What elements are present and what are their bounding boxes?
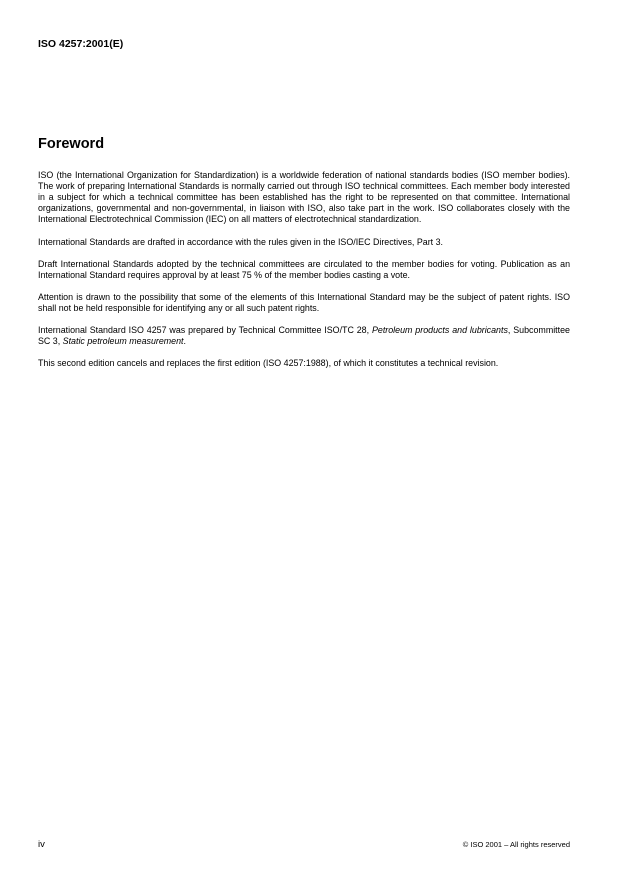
technical-committee-title: Petroleum products and lubricants <box>371 325 508 336</box>
document-id: ISO 4257:2001(E) <box>38 38 124 50</box>
paragraph-patent-rights: Attention is drawn to the possibility that some of the elements of this International Standard may be the subject of patent rights. ISO shall not be held responsible for identifying any or all such patent rights. <box>38 292 570 314</box>
committee-text-3: . <box>183 335 186 346</box>
copyright-notice: © ISO 2001 – All rights reserved <box>462 840 570 849</box>
section-title: Foreword <box>38 136 105 152</box>
paragraph-organization: ISO (the International Organization for Standardization) is a worldwide federation of national standards bodies (ISO member bodies). The work of preparing International Standards is normally carried out through ISO technical committees. Each member body interested in a subject for which a technical committee has been established has the right to be represented on that committee. International organizations, governmental and non-governmental, in liaison with ISO, also take part in the work. ISO collaborates closely with the International Electrotechnical Commission (IEC) on all matters of electrotechnical standardization. <box>38 170 570 224</box>
foreword-body <box>38 170 570 379</box>
paragraph-edition: This second edition cancels and replaces the first edition (ISO 4257:1988), of which it constitutes a technical revision. <box>38 357 499 368</box>
paragraph-committee <box>38 325 570 347</box>
paragraph-voting: Draft International Standards adopted by the technical committees are circulated to the member bodies for voting. Publication as an International Standard requires approval by at least 75 % of the member bodies casting a vote. <box>38 259 570 281</box>
committee-text-2: , Subcommittee SC 3, <box>38 325 570 346</box>
committee-text-1: International Standard ISO 4257 was prepared by Technical Committee ISO/TC 28, <box>38 325 372 336</box>
subcommittee-title: Static petroleum measurement <box>62 335 184 346</box>
page-number: iv <box>38 839 45 850</box>
paragraph-directives: International Standards are drafted in accordance with the rules given in the ISO/IEC Directives, Part 3. <box>38 236 444 247</box>
